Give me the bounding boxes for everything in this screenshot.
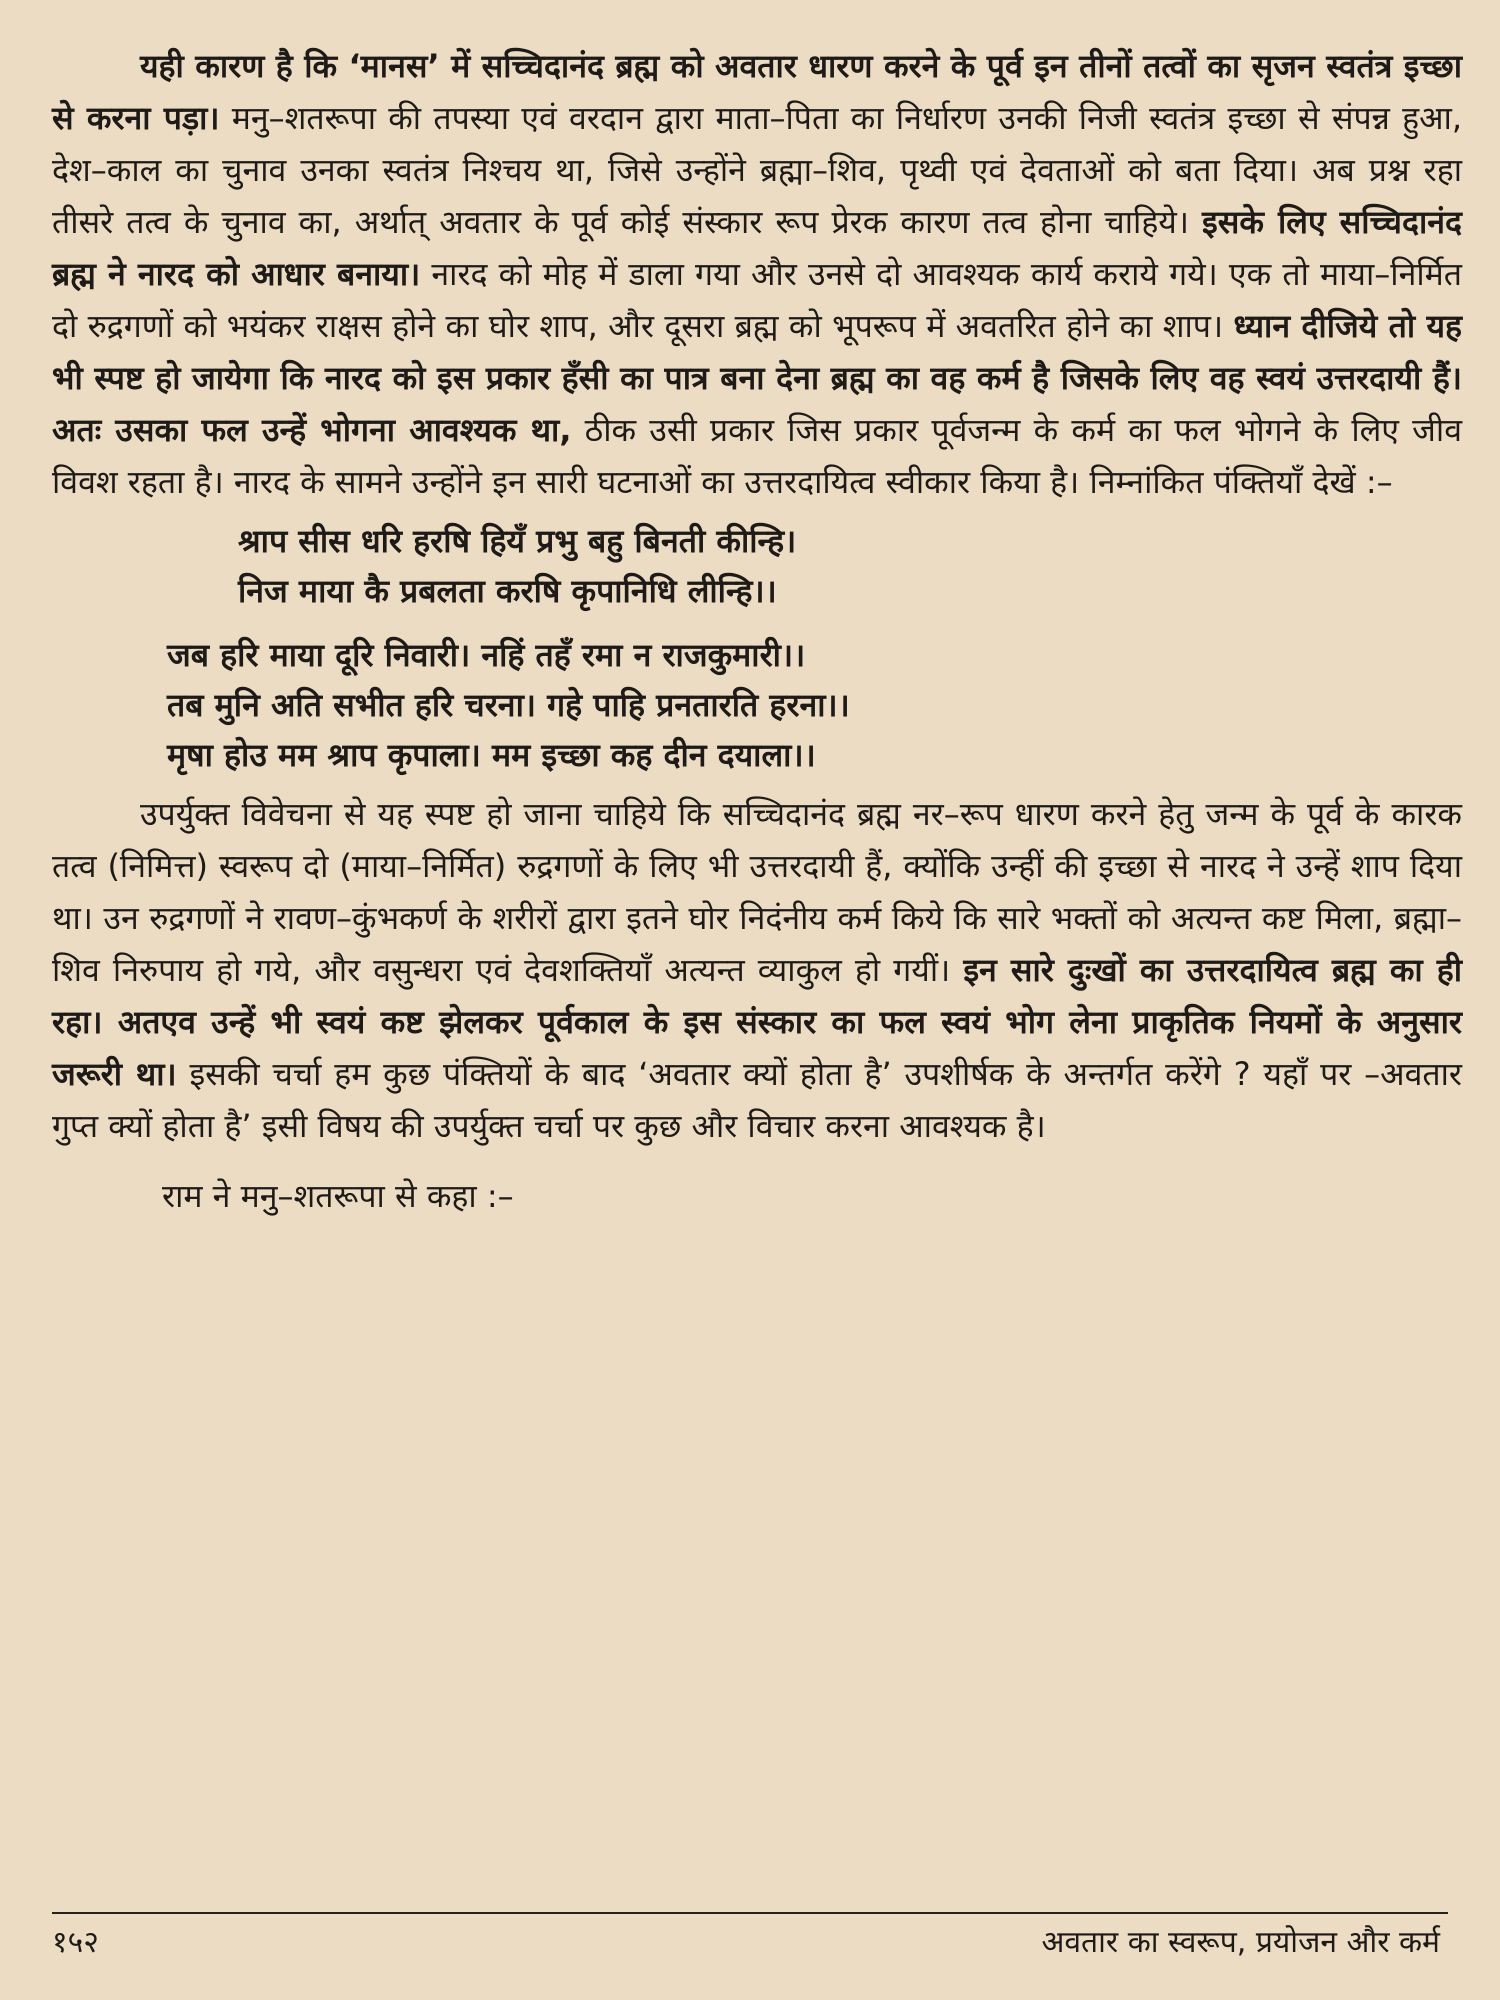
chaupai <box>167 630 1462 780</box>
paragraph-2 <box>52 788 1462 1152</box>
verse-quotation <box>52 516 1462 780</box>
closing-line: राम ने मनु–शतरूपा से कहा :– <box>162 1177 514 1215</box>
doha-line: श्राप सीस धरि हरषि हियँ प्रभु बहु बिनती कीन्हि। <box>238 522 797 560</box>
paragraph-2-text-a: उपर्युक्त विवेचना से यह स्पष्ट हो जाना चाहिये कि सच्चिदानंद ब्रह्म नर–रूप धारण करने हेतु जन्म के पूर्व के कारक तत्व (निमित्त) स्वरूप दो (माया–निर्मित) रुद्रगणों के लिए भी उत्तरदायी हैं, क्योंकि उन्हीं की इच्छा से नारद ने उन्हें शाप दिया था। उन रुद्रगणों ने रावण–कुंभकर्ण के शरीरों द्वारा इतने घोर निदंनीय कर्म किये कि सारे भक्तों को अत्यन्त कष्ट मिला, ब्रह्मा–शिव निरुपाय हो गये, और वसुन्धरा एवं देवशक्तियाँ अत्यन्त व्याकुल हो गयीं। <box>52 795 1462 989</box>
running-title: अवतार का स्वरूप, प्रयोजन और कर्म <box>1041 1925 1440 1960</box>
chaupai-line: जब हरि माया दूरि निवारी। नहिं तहँ रमा न राजकुमारी।। <box>167 636 806 674</box>
page-number: १५२ <box>52 1925 99 1960</box>
paragraph-1-bold-b: ध्यान दीजिये तो यह भी स्पष्ट हो जायेगा कि नारद को इस प्रकार हँसी का पात्र बना देना ब्रह्म का वह कर्म है जिसके लिए वह स्वयं उत्तरदायी हैं। अतः उसका फल उन्हें भोगना आवश्यक था, <box>52 307 1463 449</box>
paragraph-1-text-c: ठीक उसी प्रकार जिस प्रकार पूर्वजन्म के कर्म का फल भोगने के लिए जीव विवश रहता है। नारद के सामने उन्होंने इन सारी घटनाओं का उत्तरदायित्व स्वीकार किया है। निम्नांकित पंक्तियाँ देखें :– <box>52 411 1462 501</box>
paragraph-1-bold-lead: यही कारण है कि ‘मानस’ में सच्चिदानंद ब्रह्म को अवतार धारण करने के पूर्व इन तीनों तत्वों का सृजन स्वतंत्र इच्छा से करना पड़ा। <box>52 47 1462 137</box>
footer-divider <box>52 1912 1448 1914</box>
doha-line: निज माया कै प्रबलता करषि कृपानिधि लीन्हि।। <box>238 572 777 610</box>
chaupai-line: मृषा होउ मम श्राप कृपाला। मम इच्छा कह दीन दयाला।। <box>167 736 816 774</box>
paragraph-1-bold-a: इसके लिए सच्चिदानंद ब्रह्म ने नारद को आधार बनाया। <box>52 203 1462 293</box>
paragraph-1 <box>52 40 1462 508</box>
paragraph-2-text-b: इसकी चर्चा हम कुछ पंक्तियों के बाद ‘अवतार क्यों होता है’ उपशीर्षक के अन्तर्गत करेंगे ? यहाँ पर –अवतार गुप्त क्यों होता है’ इसी विषय की उपर्युक्त चर्चा पर कुछ और विचार करना आवश्यक है। <box>52 1055 1462 1145</box>
paragraph-1-text-b: नारद को मोह में डाला गया और उनसे दो आवश्यक कार्य कराये गये। एक तो माया–निर्मित दो रुद्रगणों को भयंकर राक्षस होने का घोर शाप, और दूसरा ब्रह्म को भूपरूप में अवतरित होने का शाप। <box>52 255 1462 345</box>
page-body <box>52 40 1462 1222</box>
paragraph-1-text-a: मनु–शतरूपा की तपस्या एवं वरदान द्वारा माता–पिता का निर्धारण उनकी निजी स्वतंत्र इच्छा से संपन्न हुआ, देश–काल का चुनाव उनका स्वतंत्र निश्चय था, जिसे उन्होंने ब्रह्मा–शिव, पृथ्वी एवं देवताओं को बता दिया। अब प्रश्न रहा तीसरे तत्व के चुनाव का, अर्थात् अवतार के पूर्व कोई संस्कार रूप प्रेरक कारण तत्व होना चाहिये। <box>52 99 1462 241</box>
paragraph-2-bold-a: इन सारे दुःखों का उत्तरदायित्व ब्रह्म का ही रहा। अतएव उन्हें भी स्वयं कष्ट झेलकर पूर्वकाल के इस संस्कार का फल स्वयं भोग लेना प्राकृतिक नियमों के अनुसार जरूरी था। <box>52 951 1462 1093</box>
page-footer <box>52 1918 1440 1968</box>
doha <box>238 516 1462 616</box>
chaupai-line: तब मुनि अति सभीत हरि चरना। गहे पाहि प्रनतारति हरना।। <box>167 686 850 724</box>
